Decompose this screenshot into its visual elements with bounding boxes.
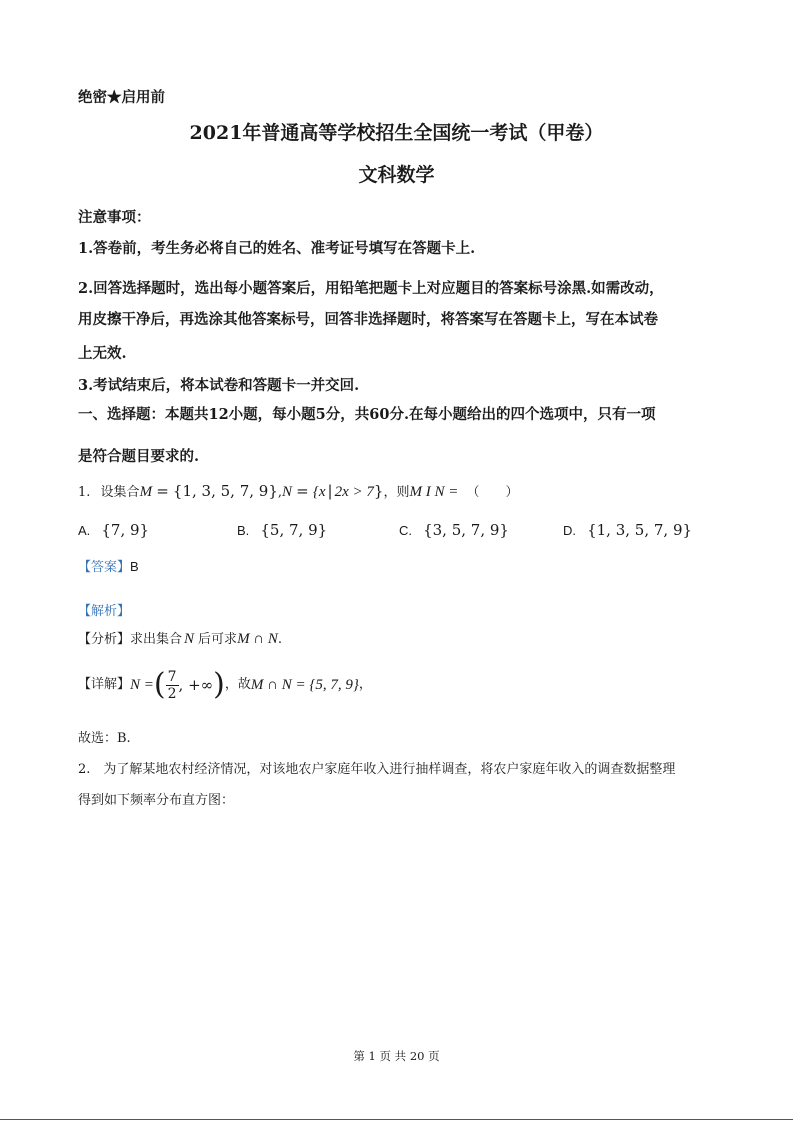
option-label: B.: [237, 523, 250, 538]
fenxi-tag: 【分析】: [78, 632, 131, 647]
set-n-close: }: [373, 482, 384, 500]
option-b: [237, 518, 327, 542]
option-label: C.: [399, 523, 412, 538]
note-3: 3.考试结束后，将本试卷和答题卡一并交回.: [78, 377, 360, 394]
fenxi-text-b: 后可求: [198, 632, 238, 647]
set-n-symbol: N: [282, 484, 293, 500]
analysis-tag: 【解析】: [78, 604, 131, 619]
fenxi-end: .: [277, 632, 283, 647]
answer-tag: 【答案】: [78, 560, 131, 575]
note-2-line-2: 用皮擦干净后，再选涂其他答案标号，回答非选择题时，将答案写在答题卡上，写在本试卷: [78, 311, 658, 328]
option-value: {1, 3, 5, 7, 9}: [587, 521, 693, 539]
close-paren: ): [213, 667, 225, 702]
detail-end: ，: [358, 677, 372, 692]
notes-heading: 注意事项：: [78, 209, 151, 226]
question-1-stem: [78, 480, 518, 502]
option-d: [563, 518, 692, 542]
section-heading-line-1: 一、选择题：本题共12小题，每小题5分，共60分.在每小题给出的四个选项中，只有一项: [78, 406, 656, 423]
option-a: [78, 518, 149, 542]
note-1: 1.答卷前，考生务必将自己的姓名、准考证号填写在答题卡上.: [78, 240, 476, 257]
interval-rest: , +∞: [178, 676, 214, 694]
choose-line: 故选：B.: [78, 731, 131, 746]
detail-middle: ，故: [224, 677, 251, 692]
option-label: A.: [78, 523, 91, 538]
answer-blank: （ ）: [466, 485, 519, 500]
fraction-denominator: 2: [167, 685, 177, 702]
question-number: 1.: [78, 485, 91, 500]
set-m-value: {1, 3, 5, 7, 9}: [172, 482, 278, 500]
set-m-symbol: M: [139, 484, 153, 500]
stem-prefix: 设集合: [100, 485, 140, 500]
answer-value: B: [130, 559, 139, 574]
exam-subject: 文科数学: [358, 164, 435, 186]
option-value: {7, 9}: [101, 521, 150, 539]
set-n-open: {x: [312, 484, 326, 500]
detail-expression: M ∩ N = {5, 7, 9}: [250, 677, 359, 693]
equals-sign-2: =: [296, 482, 309, 500]
stem-then: ，则: [383, 485, 410, 500]
fraction: [166, 670, 179, 701]
answer-line: [78, 556, 139, 575]
stem-expression: M I N =: [409, 484, 459, 500]
detail-set-n: N =: [130, 677, 154, 693]
fenxi-line: [78, 628, 282, 648]
separator: ,: [277, 485, 283, 500]
option-value: {5, 7, 9}: [260, 521, 328, 539]
option-c: [399, 518, 509, 542]
section-heading-line-2: 是符合题目要求的.: [78, 448, 200, 465]
fenxi-text-a: 求出集合: [130, 632, 183, 647]
confidential-label: 绝密★启用前: [78, 89, 165, 106]
exam-title: 2021年普通高等学校招生全国统一考试（甲卷）: [189, 122, 604, 144]
option-label: D.: [563, 523, 576, 538]
equals-sign: =: [156, 482, 169, 500]
fenxi-expression: M ∩ N: [237, 631, 278, 647]
note-2-line-3: 上无效.: [78, 345, 127, 362]
set-n-condition: 2x > 7: [334, 484, 374, 500]
note-2-line-1: 2.回答选择题时，选出每小题答案后，用铅笔把题卡上对应题目的答案标号涂黑.如需改动，: [78, 280, 664, 297]
question-2-line-1: 2. 为了解某地农村经济情况，对该地农户家庭年收入进行抽样调查，将农户家庭年收入的调查数据整理: [78, 762, 676, 777]
detail-line: [78, 662, 372, 708]
fenxi-set-n: N: [184, 631, 195, 647]
page-number: 第 1 页 共 20 页: [353, 1049, 440, 1063]
option-value: {3, 5, 7, 9}: [423, 521, 509, 539]
question-2-line-2: 得到如下频率分布直方图：: [78, 793, 235, 808]
open-paren: (: [153, 667, 166, 702]
fraction-numerator: 7: [167, 668, 177, 685]
set-bar: |: [327, 482, 333, 500]
detail-tag: 【详解】: [78, 677, 131, 692]
page-bottom-rule: [0, 1119, 793, 1120]
